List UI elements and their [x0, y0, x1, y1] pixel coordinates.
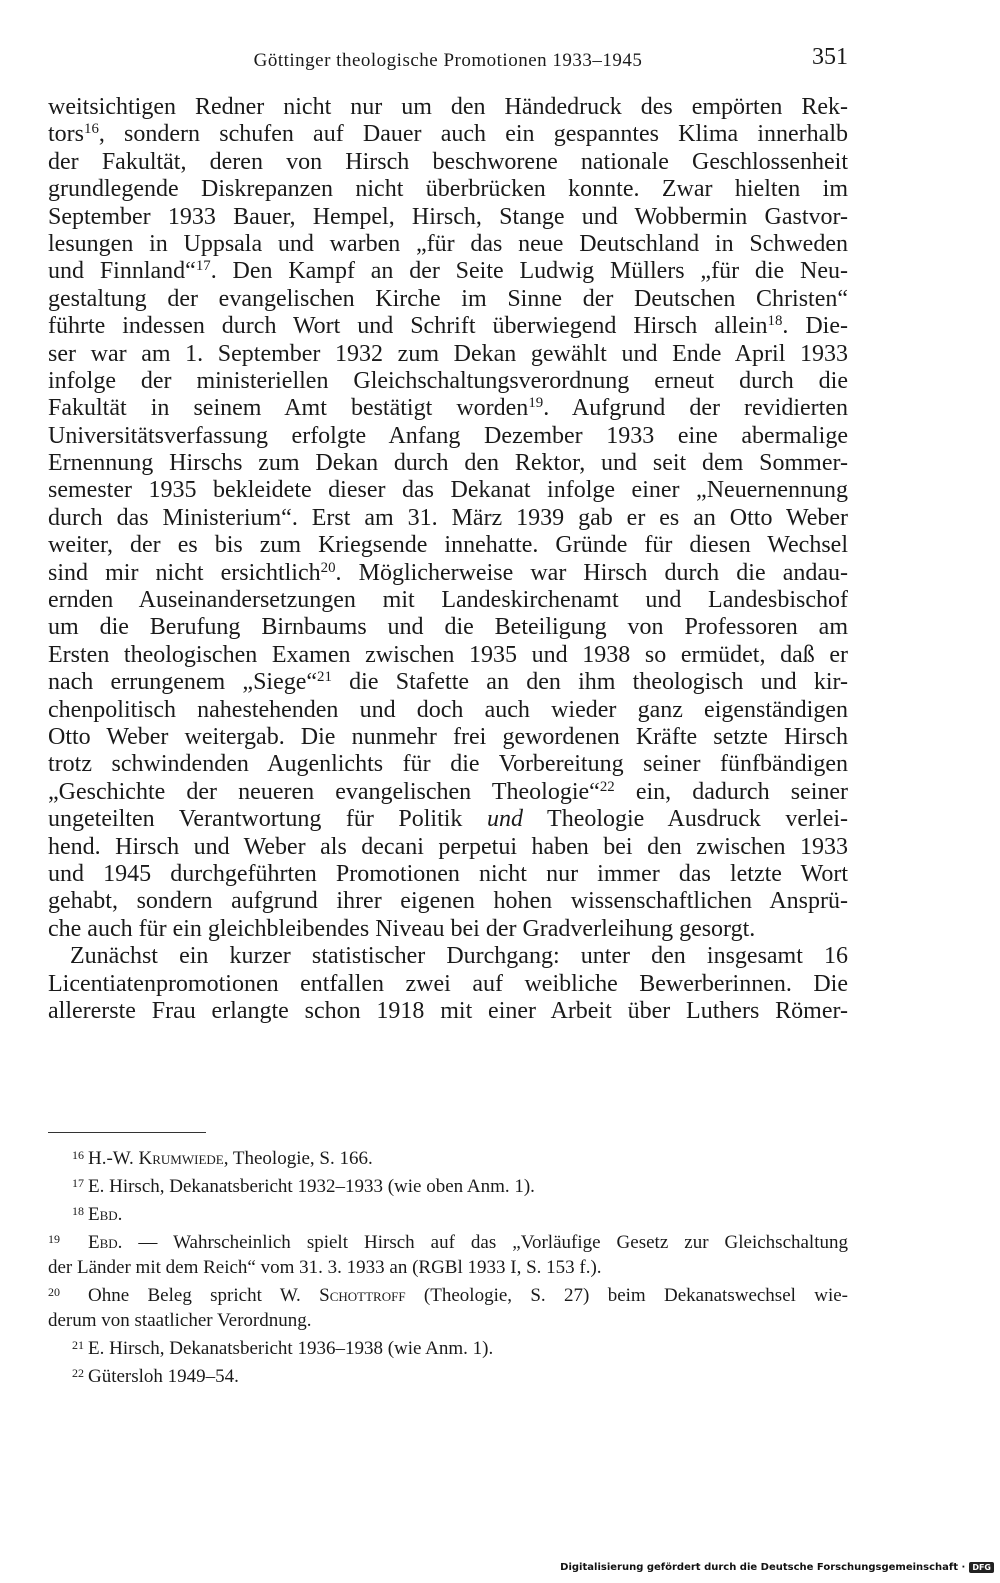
- footnote-reference: 16: [84, 121, 99, 138]
- text-line: Universitätsverfassung erfolgte Anfang Dezember 1933 eine abermalige: [48, 422, 848, 449]
- text-line: lesungen in Uppsala und warben „für das neue Deutschland in Schweden: [48, 230, 848, 257]
- digitization-credit: [560, 1562, 994, 1573]
- body-text: [48, 94, 848, 1025]
- text-line: trotz schwindenden Augenlichts für die Vorbereitung seiner fünfbändigen: [48, 751, 848, 778]
- text-line: grundlegende Diskrepanzen nicht überbrücken konnte. Zwar hielten im: [48, 176, 848, 203]
- footnote-number: 16: [72, 1148, 84, 1162]
- footnote: 22 Gütersloh 1949–54.: [48, 1361, 848, 1389]
- footnote-reference: 17: [195, 258, 211, 275]
- page-number: 351: [812, 44, 848, 70]
- footnote: 18 Ebd.: [48, 1199, 848, 1227]
- text-line: ungeteilten Verantwortung für Politik und Theologie Ausdruck verlei-: [48, 806, 849, 833]
- footnote: 20 Ohne Beleg spricht W. Schottroff (Theologie, S. 27) beim Dekanatswechsel wie-: [48, 1280, 848, 1308]
- footnote: 19 Ebd. — Wahrscheinlich spielt Hirsch auf das „Vorläufige Gesetz zur Gleichschaltung: [48, 1227, 848, 1255]
- text-line: führte indessen durch Wort und Schrift überwiegend Hirsch allein$^{18}$. Die-: [48, 312, 848, 340]
- text-line: chenpolitisch nahestehenden und doch auch wieder ganz eigenständigen: [48, 696, 848, 723]
- text-line: Ernennung Hirschs zum Dekan durch den Rektor, und seit dem Sommer-: [48, 450, 848, 477]
- footnote-number: 20: [48, 1285, 60, 1299]
- text-line: Ersten theologischen Examen zwischen 1935 und 1938 so ermüdet, daß er: [48, 641, 848, 668]
- footnote-reference: 20: [320, 559, 336, 576]
- text-line: der Fakultät, deren von Hirsch beschworene nationale Geschlossenheit: [48, 148, 848, 175]
- footnote-number: 17: [72, 1176, 84, 1190]
- footnote-reference: 22: [599, 778, 615, 795]
- text-line: ernden Auseinandersetzungen mit Landeskirchenamt und Landesbischof: [48, 587, 848, 614]
- footnote-number: 22: [72, 1366, 84, 1380]
- text-line: semester 1935 bekleidete dieser das Dekanat infolge einer „Neuernennung: [48, 477, 848, 504]
- text-line: „Geschichte der neueren evangelischen Theologie“$^{22}$ ein, dadurch seiner: [48, 778, 848, 805]
- text-line: sind mir nicht ersichtlich$^{20}$. Möglicherweise war Hirsch durch die andau-: [48, 559, 848, 586]
- footnote-number: 19: [48, 1232, 60, 1246]
- text-line: und Finnland“$^{17}$. Den Kampf an der Seite Ludwig Müllers „für die Neu-: [48, 258, 848, 285]
- text-line: Otto Weber weitergab. Die nunmehr frei gewordenen Kräfte setzte Hirsch: [48, 723, 848, 750]
- text-line: gestaltung der evangelischen Kirche im Sinne der Deutschen Christen“: [48, 285, 848, 312]
- text-line: und 1945 durchgeführten Promotionen nicht nur immer das letzte Wort: [48, 860, 848, 887]
- footnote-continuation: der Länder mit dem Reich“ vom 31. 3. 1933 an (RGBl 1933 I, S. 153 f.).: [48, 1257, 602, 1278]
- running-header: [48, 44, 848, 78]
- footnotes: [48, 1143, 848, 1389]
- footnote: 16 H.-W. Krumwiede, Theologie, S. 166.: [48, 1143, 848, 1171]
- text-line: September 1933 Bauer, Hempel, Hirsch, Stange und Wobbermin Gastvor-: [48, 203, 848, 230]
- dfg-logo-icon: DFG: [969, 1562, 994, 1573]
- text-line: allererste Frau erlangte schon 1918 mit einer Arbeit über Luthers Römer-: [48, 997, 848, 1024]
- footnote-reference: 19: [528, 395, 544, 412]
- credit-text: Digitalisierung gefördert durch die Deutsche Forschungsgemeinschaft ·: [560, 1562, 966, 1573]
- text-line: um die Berufung Birnbaums und die Beteiligung von Professoren am: [48, 614, 848, 641]
- text-line: nach errungenem „Siege“$^{21}$ die Stafette an den ihm theologisch und kir-: [48, 669, 848, 696]
- footnote-reference: 18: [767, 312, 783, 329]
- text-line: weiter, der es bis zum Kriegsende innehatte. Gründe für diesen Wechsel: [48, 532, 848, 559]
- text-line: che auch für ein gleichbleibendes Niveau bei der Gradverleihung gesorgt.: [48, 915, 756, 942]
- text-line: infolge der ministeriellen Gleichschaltungsverordnung erneut durch die: [48, 367, 848, 394]
- footnote: 17 E. Hirsch, Dekanatsbericht 1932–1933 (wie oben Anm. 1).: [48, 1171, 848, 1199]
- footnote-number: 18: [72, 1204, 84, 1218]
- text-line: weitsichtigen Redner nicht nur um den Händedruck des empörten Rek-: [48, 94, 848, 120]
- text-line: ser war am 1. September 1932 zum Dekan gewählt und Ende April 1933: [48, 340, 848, 367]
- text-line: durch das Ministerium“. Erst am 31. März 1939 gab er es an Otto Weber: [48, 504, 848, 531]
- text-line: gehabt, sondern aufgrund ihrer eigenen hohen wissenschaftlichen Ansprü-: [48, 888, 848, 915]
- text-line: Licentiatenpromotionen entfallen zwei auf weibliche Bewerberinnen. Die: [48, 970, 848, 997]
- text-line: Fakultät in seinem Amt bestätigt worden$^{19}$. Aufgrund der revidierten: [48, 395, 848, 422]
- text-line: tors$^{16}$, sondern schufen auf Dauer auch ein gespanntes Klima innerhalb: [48, 121, 848, 148]
- text-line: hend. Hirsch und Weber als decani perpetui haben bei den zwischen 1933: [48, 833, 848, 860]
- text-line: Zunächst ein kurzer statistischer Durchgang: unter den insgesamt 16: [70, 943, 848, 970]
- footnote-rule: [48, 1132, 206, 1133]
- footnote-reference: 21: [317, 669, 332, 686]
- running-title: Göttinger theologische Promotionen 1933–1945: [253, 50, 643, 71]
- footnote: 21 E. Hirsch, Dekanatsbericht 1936–1938 (wie Anm. 1).: [48, 1333, 848, 1361]
- footnote-continuation: derum von staatlicher Verordnung.: [48, 1310, 312, 1331]
- footnote-number: 21: [72, 1338, 84, 1352]
